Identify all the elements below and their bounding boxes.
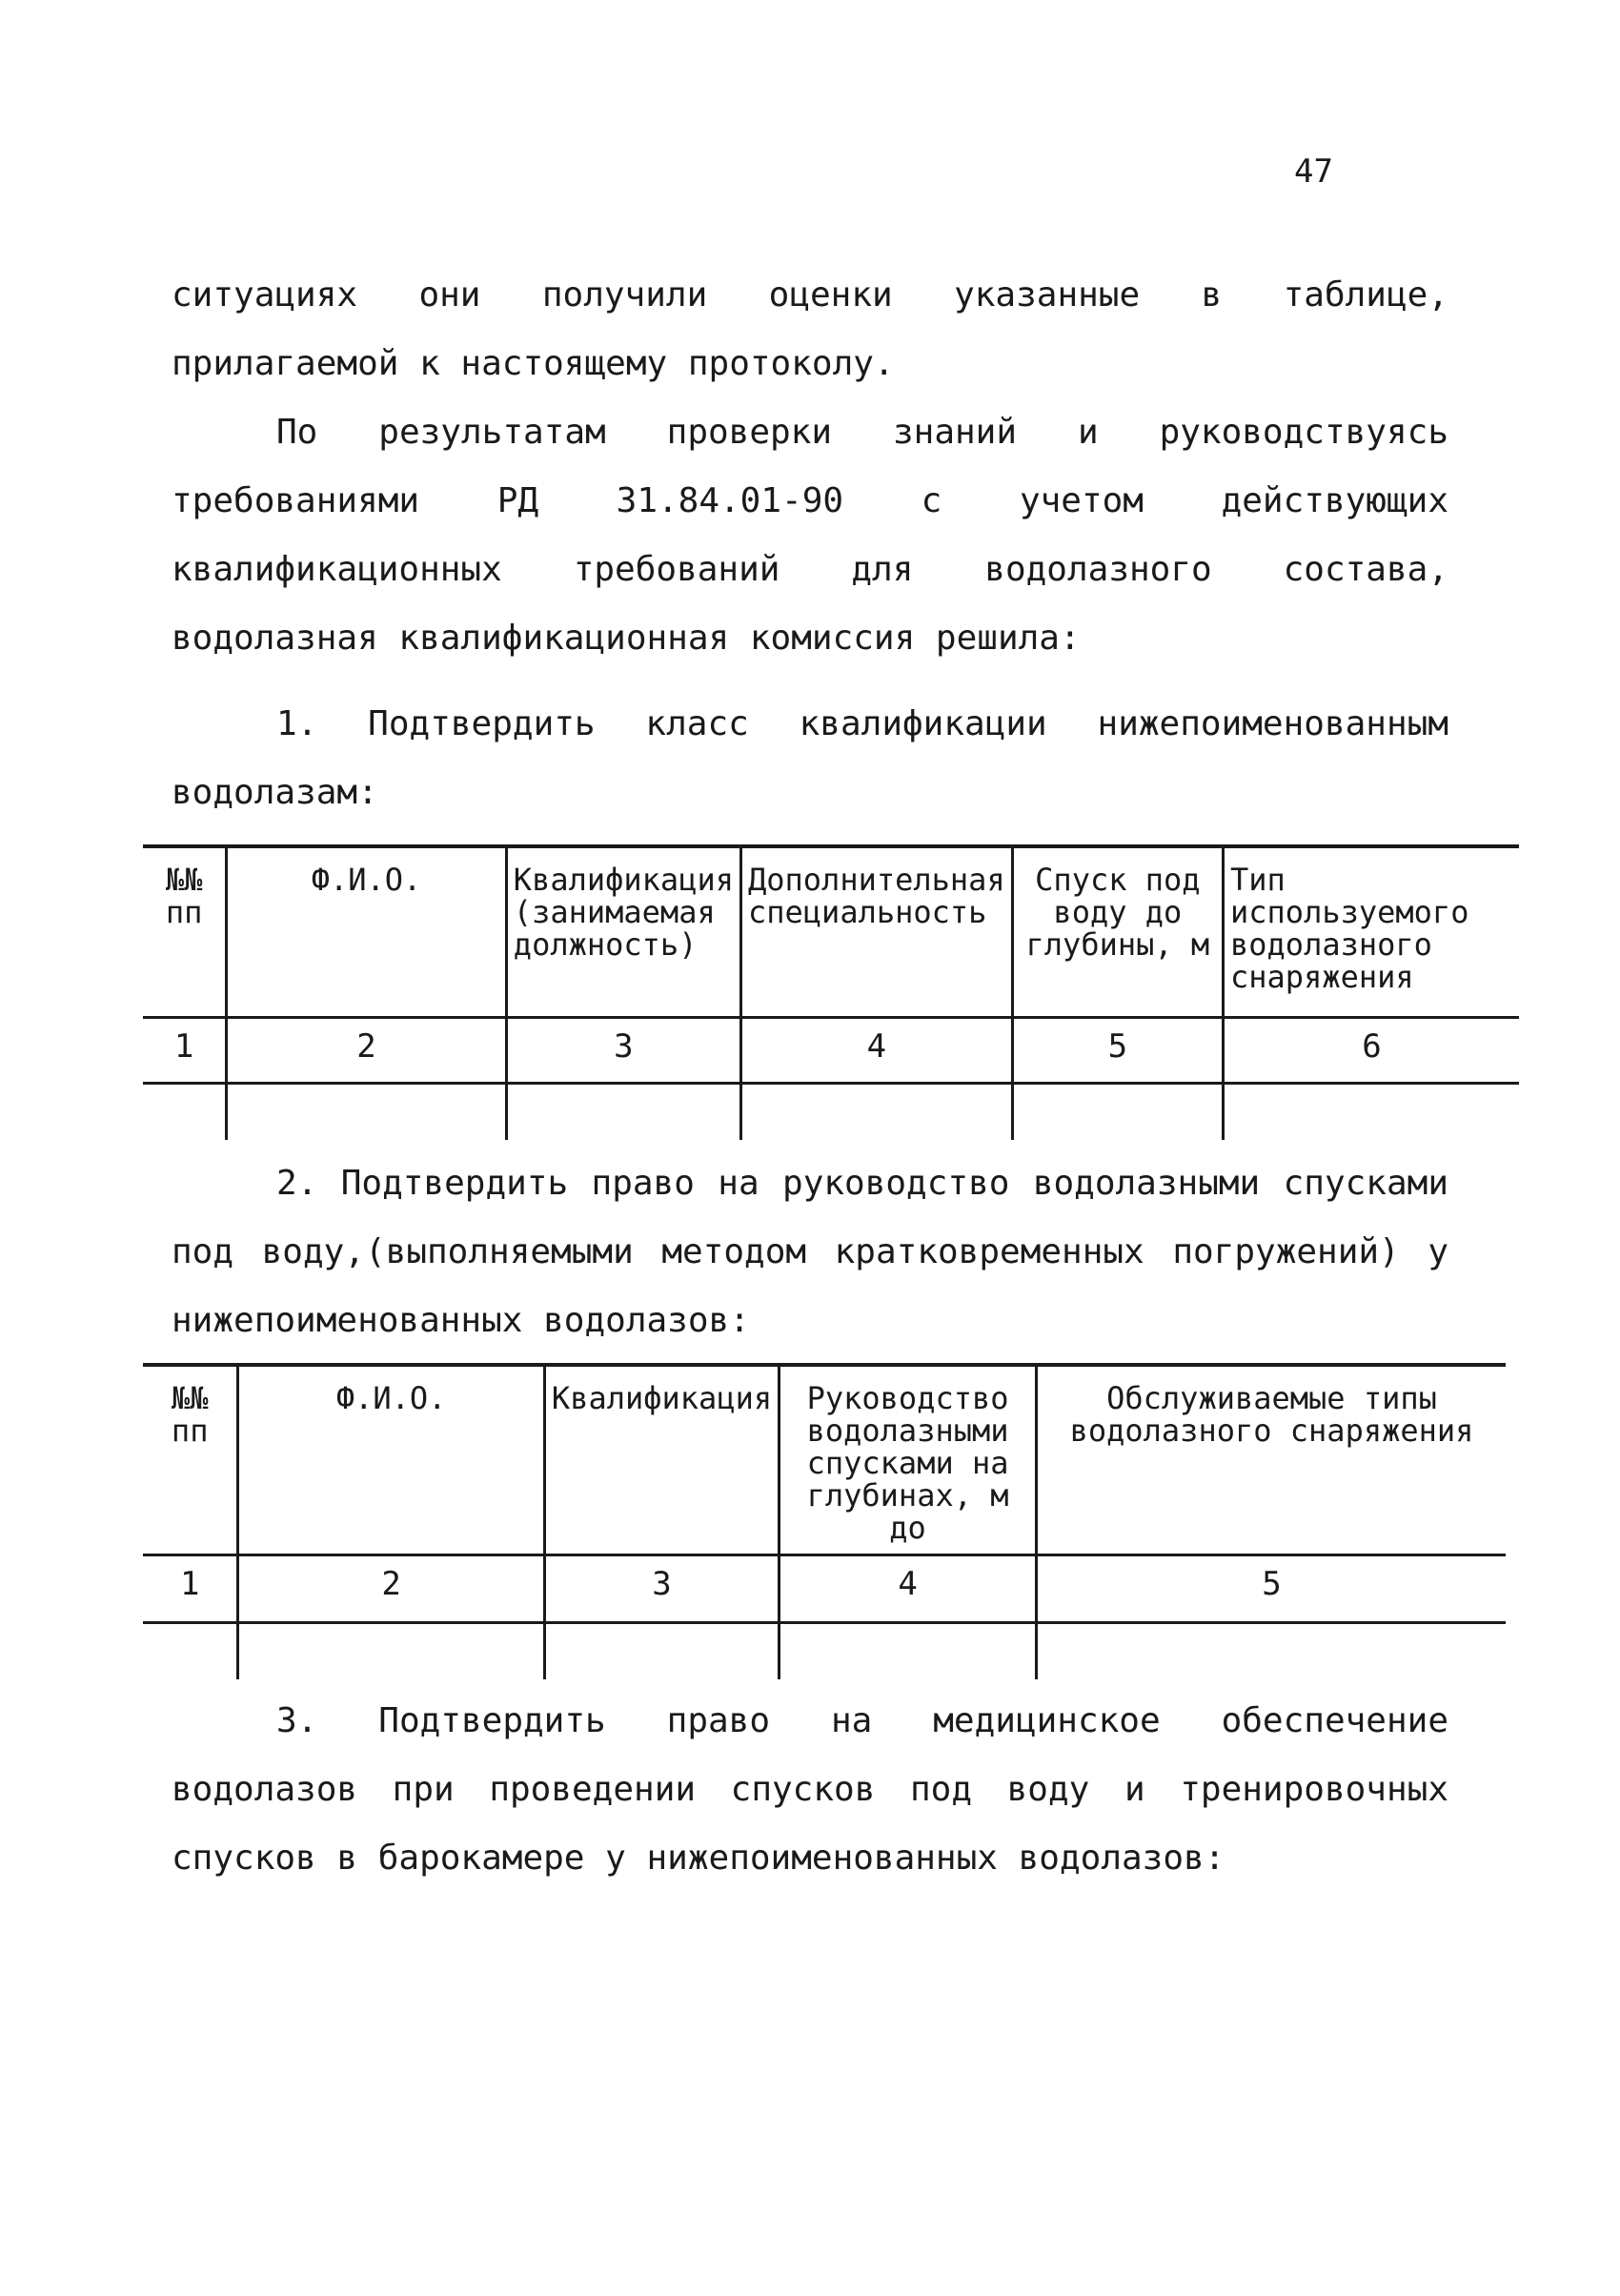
table2-col-number: 1: [143, 1555, 238, 1623]
table2-col-number: 2: [238, 1555, 545, 1623]
table2-col-number: 5: [1037, 1555, 1507, 1623]
paragraph-item-1: 1. Подтвердить класс квалификации нижепоименованным водолазам:: [172, 704, 1448, 812]
paragraph-decision: По результатам проверки знаний и руководствуясь требованиями РД 31.84.01-90 с учетом действующих квалификационных требований для водолазного состава, водолазная квалификационная комиссия решила:: [172, 413, 1448, 658]
table1-col-number: 2: [227, 1018, 507, 1084]
table2-header-qualification: Квалификация: [544, 1365, 779, 1555]
table1-header-equipment: Тип используемого водолазного снаряжения: [1224, 846, 1520, 1018]
supervision-table: [143, 1363, 1506, 1679]
table1-col-number: 1: [143, 1018, 227, 1084]
qualification-table: [143, 844, 1519, 1140]
table2-col-number: 3: [544, 1555, 779, 1623]
table2-header-equipment: Обслуживаемые типы водолазного снаряжения: [1037, 1365, 1507, 1555]
table1-header-additional-specialty: Дополнительная специальность: [740, 846, 1012, 1018]
table2-header-supervision-depth: Руководство водолазными спусками на глубинах, м до: [780, 1365, 1037, 1555]
table2-header-num: №№ пп: [143, 1365, 238, 1555]
table1-empty-row: [143, 1084, 1519, 1141]
table2-col-number: 4: [780, 1555, 1037, 1623]
table1-header-name: Ф.И.О.: [227, 846, 507, 1018]
paragraph-item-3: 3. Подтвердить право на медицинское обеспечение водолазов при проведении спусков под воду и тренировочных спусков в барокамере у нижепоименованных водолазов:: [172, 1701, 1448, 1878]
table1-col-number: 4: [740, 1018, 1012, 1084]
paragraph-situations: ситуациях они получили оценки указанные в таблице, прилагаемой к настоящему протоколу.: [172, 275, 1448, 383]
page-number: 47: [1294, 152, 1333, 191]
table1-header-qualification: Квалификация (занимаемая должность): [506, 846, 740, 1018]
table1-col-number: 5: [1012, 1018, 1223, 1084]
table2-header-name: Ф.И.О.: [238, 1365, 545, 1555]
table1-col-number: 3: [506, 1018, 740, 1084]
table1-col-number: 6: [1224, 1018, 1520, 1084]
table2-empty-row: [143, 1623, 1506, 1680]
table1-header-depth: Спуск под воду до глубины, м: [1012, 846, 1223, 1018]
paragraph-item-2: 2. Подтвердить право на руководство водолазными спусками под воду,(выполняемыми методом кратковременных погружений) у нижепоименованных водолазов:: [172, 1164, 1448, 1340]
table1-header-num: №№ пп: [143, 846, 227, 1018]
